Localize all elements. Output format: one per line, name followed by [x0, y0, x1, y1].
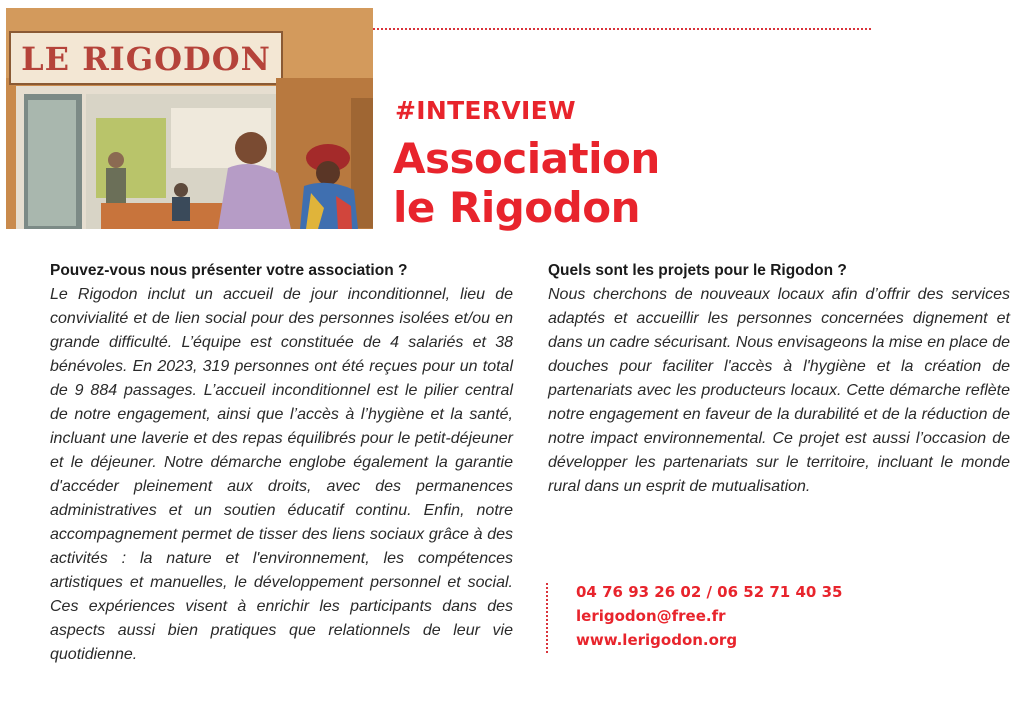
answer-2: Nous cherchons de nouveaux locaux afin d’offrir des services adaptés et accueillir les personnes concernées dignement et dans un cadre sécurisant. Nous envisageons la mise en place de douches pour faciliter l'accès à l'hygiène et la création de partenariats avec les producteurs locaux. Cette démarche reflète notre engagement en faveur de la durabilité et de la réduction de notre impact environnemental. Ce projet est aussi l’occasion de développer les partenariats sur le territoire, incluant le monde rural dans un esprit de mutualisation. [548, 286, 1010, 495]
decorative-dotted-rule [373, 28, 871, 30]
title-line-1: Association [393, 134, 660, 183]
left-column [50, 260, 513, 667]
interview-kicker: #INTERVIEW [395, 96, 576, 125]
storefront-photo [6, 8, 373, 229]
question-2: Quels sont les projets pour le Rigodon ? [548, 262, 847, 279]
question-1: Pouvez-vous nous présenter votre association ? [50, 262, 408, 279]
contact-block [576, 580, 842, 652]
right-column [548, 260, 1010, 499]
sign-text: LE RIGODON [21, 40, 271, 78]
phone-numbers: 04 76 93 26 02 / 06 52 71 40 35 [576, 583, 843, 601]
article-title [393, 134, 660, 232]
title-line-2: le Rigodon [393, 183, 640, 232]
answer-1: Le Rigodon inclut un accueil de jour inconditionnel, lieu de convivialité et de lien social pour des personnes isolées et/ou en grande difficulté. L’équipe est constituée de 4 salariés et 38 bénévoles. En 2023, 319 personnes ont été reçues pour un total de 9 884 passages. L’accueil inconditionnel est le pilier central de notre engagement, ainsi que l’accès à l’hygiène et la santé, incluant une laverie et des repas équilibrés pour le petit-déjeuner et le déjeuner. Notre démarche englobe également la garantie d'accéder pleinement aux droits, avec des permanences administratives et un soutien éducatif continu. Enfin, notre accompagnement permet de tisser des liens sociaux grâce à des activités : la nature et l'environnement, les compétences artistiques et manuelles, le développement personnel et social. Ces expériences visent à enrichir les participants dans des aspects aussi bien pratiques que relationnels de leur vie quotidienne. [50, 286, 513, 663]
contact-dotted-rule [546, 583, 548, 653]
email-link[interactable]: lerigodon@free.fr [576, 607, 726, 625]
website-link[interactable]: www.lerigodon.org [576, 631, 738, 649]
